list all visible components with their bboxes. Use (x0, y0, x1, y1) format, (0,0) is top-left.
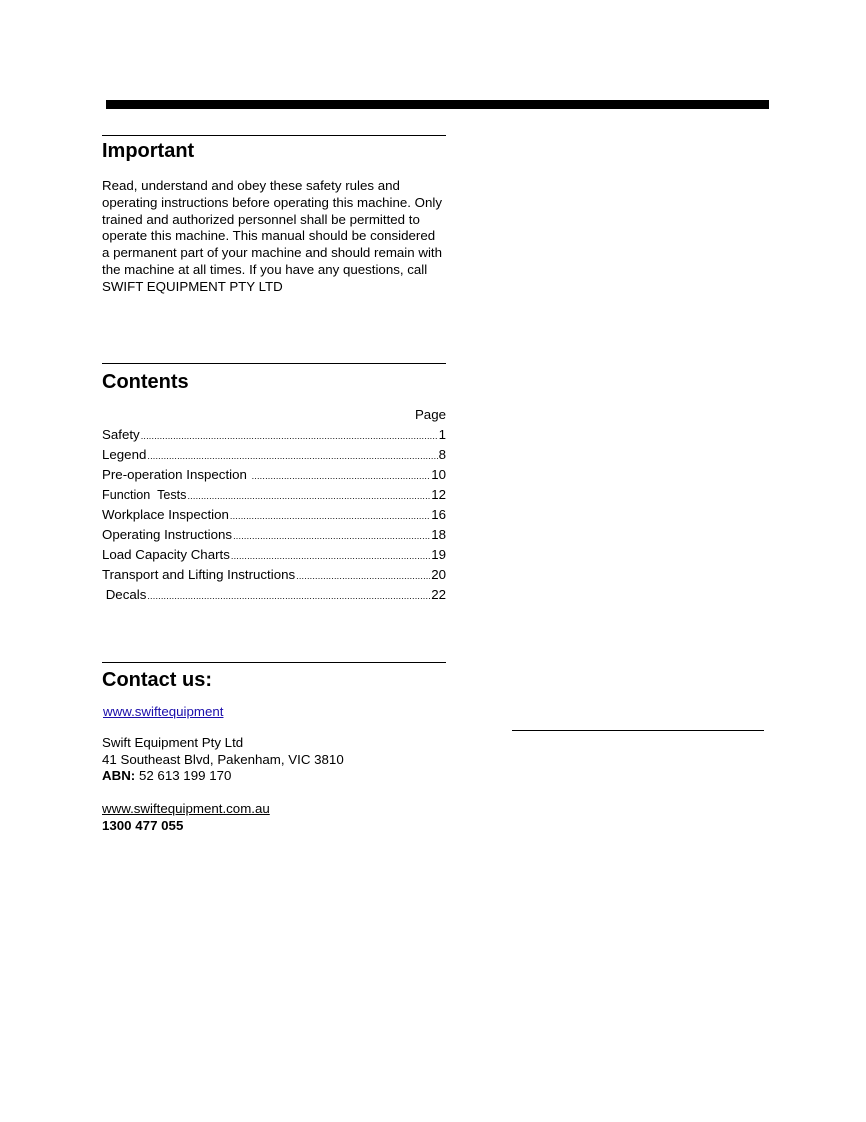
toc-item-title: Operating Instructions (102, 527, 233, 542)
abn-label: ABN: (102, 768, 136, 783)
page-column-label: Page (414, 407, 446, 422)
toc-item-page: 20 (431, 567, 446, 582)
toc-item-page: 22 (431, 587, 446, 602)
phone-number: 1300 477 055 (102, 817, 184, 833)
important-heading: Important (102, 140, 195, 162)
contact-heading: Contact us: (102, 669, 212, 691)
right-column-rule (512, 730, 764, 731)
important-body: Read, understand and obey these safety rules and operating instructions before operating this machine. Only trained and authorized personnel shall be permitted to operate this machine. This manual should be considered a permanent part of your machine and should remain with the machine at all times. If you have any questions, call SWIFT EQUIPMENT PTY LTD (102, 178, 442, 294)
toc-item-title: Load Capacity Charts (102, 547, 230, 562)
toc-item-title: Workplace Inspection (102, 507, 229, 522)
toc-leader-dots (147, 587, 430, 605)
toc-item-function-tests[interactable] (102, 486, 446, 506)
toc-item-load-capacity-charts[interactable] (102, 546, 446, 566)
toc-leader-dots (252, 467, 431, 485)
toc-item-page: 8 (438, 447, 446, 462)
toc-item-title: Transport and Lifting Instructions (102, 567, 296, 582)
toc-item-pre-operation-inspection[interactable] (102, 466, 446, 486)
company-address-block (102, 735, 344, 785)
toc-item-title: Function Tests (102, 488, 187, 502)
toc-item-page: 16 (431, 507, 446, 522)
table-of-contents (102, 426, 446, 606)
toc-leader-dots (296, 567, 430, 585)
toc-item-title: Decals (102, 587, 147, 602)
toc-item-title: Legend (102, 447, 147, 462)
toc-item-title: Pre-operation Inspection (102, 467, 251, 482)
toc-leader-dots (233, 527, 430, 545)
toc-item-workplace-inspection[interactable] (102, 506, 446, 526)
toc-leader-dots (141, 427, 438, 445)
toc-item-legend[interactable] (102, 446, 446, 466)
toc-item-page: 10 (431, 467, 446, 482)
toc-item-decals[interactable] (102, 586, 446, 606)
website-full-link[interactable]: www.swiftequipment.com.au (102, 801, 270, 816)
toc-item-transport-and-lifting[interactable] (102, 566, 446, 586)
important-rule (102, 135, 446, 136)
toc-item-page: 12 (431, 487, 446, 502)
toc-item-page: 1 (438, 427, 446, 442)
toc-leader-dots (187, 487, 430, 505)
toc-leader-dots (231, 547, 430, 565)
toc-leader-dots (230, 507, 430, 525)
toc-item-operating-instructions[interactable] (102, 526, 446, 546)
top-divider-bar (106, 100, 769, 109)
contact-web-phone (102, 801, 270, 834)
contact-rule (102, 662, 446, 663)
contents-heading: Contents (102, 371, 189, 393)
company-address: 41 Southeast Blvd, Pakenham, VIC 3810 (102, 751, 344, 767)
toc-item-page: 19 (431, 547, 446, 562)
toc-item-title: Safety (102, 427, 140, 442)
abn-value: 52 613 199 170 (135, 768, 232, 783)
toc-item-safety[interactable] (102, 426, 446, 446)
contents-rule (102, 363, 446, 364)
company-name: Swift Equipment Pty Ltd (102, 735, 244, 750)
abn-line (102, 768, 344, 785)
toc-item-page: 18 (431, 527, 446, 542)
toc-leader-dots (147, 447, 437, 465)
website-link[interactable]: www.swiftequipment (103, 704, 224, 719)
